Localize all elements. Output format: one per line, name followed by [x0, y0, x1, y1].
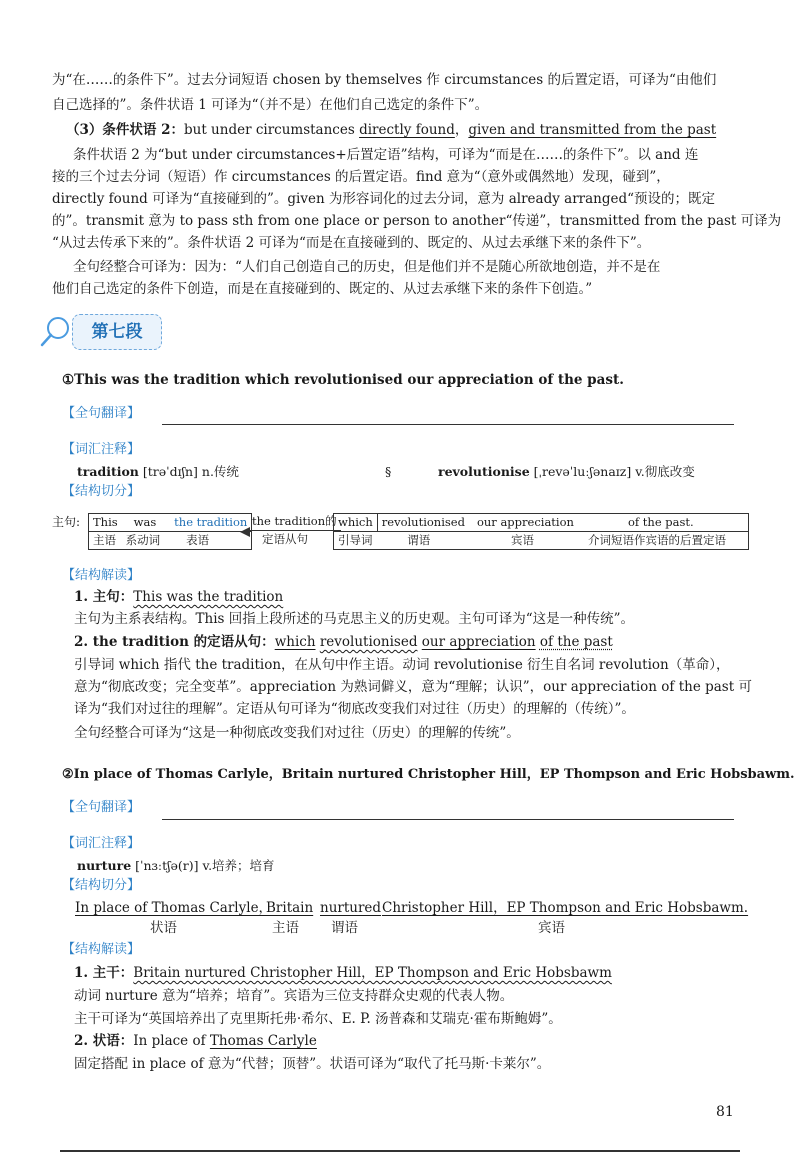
vocab-entry	[77, 856, 275, 876]
explain-word: of the past	[539, 634, 613, 650]
underlined-phrase: directly found	[359, 122, 455, 138]
explain-heading	[74, 587, 283, 607]
tag-translate: 【全句翻译】	[62, 800, 141, 815]
tag-vocab: 【词汇注释】	[62, 836, 141, 851]
condition-label: （3）条件状语 2：	[66, 122, 184, 138]
condition-heading	[66, 120, 716, 140]
explain-text: In place of	[133, 1033, 210, 1049]
tag-vocab: 【词汇注释】	[62, 442, 141, 457]
vocab-definition: [ˌrevəˈluːʃənaɪz] v.彻底改变	[533, 464, 695, 479]
struct-label: 介词短语作宾语的后置定语	[578, 532, 748, 550]
struct-segment: nurtured	[320, 900, 382, 916]
struct-cell: which	[334, 514, 378, 532]
explain-phrase: Thomas Carlyle	[209, 1033, 317, 1049]
struct-label: 主语	[272, 920, 299, 936]
text-line: “从过去传承下来的”。条件状语 2 可译为“而是在直接碰到的、既定的、从过去承继下来的条件下”。	[52, 235, 651, 251]
vocab-definition: [ˈnɜːtʃə(r)] v.培养；培育	[135, 858, 275, 873]
explain-phrase: This was the tradition	[133, 589, 284, 605]
tag-explain: 【结构解读】	[62, 942, 141, 957]
vocab-word: tradition	[77, 464, 139, 479]
struct-label: 引导词	[334, 532, 378, 550]
explain-label: 1. 主句：	[74, 589, 134, 605]
struct-label: 状语	[150, 920, 177, 936]
struct-segment: Britain	[266, 900, 314, 916]
page-number: 81	[716, 1104, 734, 1120]
explain-label: 1. 主干：	[74, 965, 134, 981]
text-line: 意为“彻底改变；完全变革”。appreciation 为熟词僻义，意为“理解；认识”，our appreciation of the past 可	[74, 679, 752, 695]
struct-label: 系动词	[122, 532, 165, 550]
explain-heading	[74, 1031, 317, 1051]
struct-label: 谓语	[377, 532, 469, 550]
vocab-word: revolutionise	[438, 464, 530, 479]
explain-label: 2. 状语：	[74, 1033, 134, 1049]
struct-label: 谓语	[331, 920, 358, 936]
condition-text: but under circumstances	[184, 122, 360, 138]
text-line: 译为“我们对过往的理解”。定语从句可译为“彻底改变我们对过往（历史）的理解的（传统）”。	[74, 701, 635, 717]
vocab-mark: §	[385, 464, 392, 479]
text-line: 接的三个过去分词（短语）作 circumstances 的后置定语。find 意为“（意外或偶然地）发现，碰到”，	[52, 169, 670, 185]
struct-cell: was	[122, 514, 165, 532]
text-line: 动词 nurture 意为“培养；培育”。宾语为三位支持群众史观的代表人物。	[74, 988, 514, 1004]
struct-label: 定语从句	[262, 532, 308, 546]
vocab-entry	[438, 462, 695, 482]
underlined-phrase: given and transmitted from the past	[468, 122, 717, 138]
text-line: 主句为主系表结构。This 回指上段所述的马克思主义的历史观。主句可译为“这是一种传统”。	[74, 611, 635, 627]
answer-line	[162, 819, 734, 820]
struct-cell: our appreciation	[469, 514, 578, 532]
struct-segment: Christopher Hill，EP Thompson and Eric Hobsbawm.	[382, 900, 749, 916]
vocab-definition: [trəˈdɪʃn] n.传统	[142, 464, 239, 479]
main-clause-box	[88, 513, 252, 550]
explain-heading	[74, 632, 613, 652]
answer-line	[162, 424, 734, 425]
explain-word: which	[274, 634, 316, 650]
vocab-entry	[77, 462, 239, 482]
explain-word: our appreciation	[421, 634, 536, 650]
text-line: 主干可译为“英国培养出了克里斯托弗·希尔、E. P. 汤普森和艾瑞克·霍布斯鲍姆”。	[74, 1011, 562, 1027]
separator: ，	[454, 122, 469, 138]
text-line: 全句经整合可译为：因为：“人们自己创造自己的历史，但是他们并不是随心所欲地创造，并不是在	[73, 259, 661, 275]
attributive-clause-group	[248, 513, 341, 548]
magnifier-icon	[38, 314, 74, 350]
tag-explain: 【结构解读】	[62, 568, 141, 583]
footer-rule	[60, 1150, 740, 1152]
sentence-2: ②In place of Thomas Carlyle，Britain nurtured Christopher Hill，EP Thompson and Eric Hobsbawm.	[62, 767, 795, 782]
struct-label: 表语	[164, 532, 252, 550]
text-line: 全句经整合可译为“这是一种彻底改变我们对过往（历史）的理解的传统”。	[74, 725, 520, 741]
attributive-clause-box	[333, 513, 749, 550]
text-line: 引导词 which 指代 the tradition，在从句中作主语。动词 revolutionise 衍生自名词 revolution（革命），	[74, 657, 730, 673]
section-title: 第七段	[72, 314, 162, 350]
explain-heading	[74, 963, 612, 983]
text-line: 他们自己选定的条件下创造，而是在直接碰到的、既定的、从过去承继下来的条件下创造。”	[52, 281, 593, 297]
struct-segment: In place of Thomas Carlyle，	[75, 900, 273, 916]
explain-phrase: Britain nurtured Christopher Hill，EP Thompson and Eric Hobsbawm	[133, 965, 612, 981]
main-clause-label: 主句:	[52, 515, 81, 529]
text-line: 固定搭配 in place of 意为“代替；顶替”。状语可译为“取代了托马斯·卡莱尔”。	[74, 1056, 551, 1072]
explain-label: 2. the tradition 的定语从句：	[74, 634, 275, 650]
vocab-word: nurture	[77, 858, 132, 873]
text-line: 条件状语 2 为“but under circumstances+后置定语”结构，可译为“而是在……的条件下”。以 and 连	[73, 147, 699, 163]
text-line: 自己选择的”。条件状语 1 可译为“（并不是）在他们自己选定的条件下”。	[52, 97, 489, 113]
struct-label: 宾语	[538, 920, 565, 936]
tag-struct: 【结构切分】	[62, 484, 141, 499]
tag-translate: 【全句翻译】	[62, 406, 141, 421]
text-line: directly found 可译为“直接碰到的”。given 为形容词化的过去分词，意为 already arranged“预设的；既定	[52, 191, 716, 207]
text-line: 的”。transmit 意为 to pass sth from one place or person to another“传递”，transmitted from the past 可译为	[52, 213, 782, 229]
struct-cell: revolutionised	[377, 514, 469, 532]
sentence-1: ①This was the tradition which revolutionised our appreciation of the past.	[62, 372, 624, 388]
explain-word: revolutionised	[319, 634, 418, 650]
struct-label: 主语	[89, 532, 122, 550]
struct-cell: This	[89, 514, 122, 532]
tag-struct: 【结构切分】	[62, 878, 141, 893]
text-line: 为“在……的条件下”。过去分词短语 chosen by themselves 作 circumstances 的后置定语，可译为“由他们	[52, 72, 717, 88]
struct-cell: the tradition的	[248, 513, 341, 531]
struct-cell: of the past.	[578, 514, 748, 532]
struct-label: 宾语	[469, 532, 578, 550]
struct-cell: the tradition	[164, 514, 252, 532]
